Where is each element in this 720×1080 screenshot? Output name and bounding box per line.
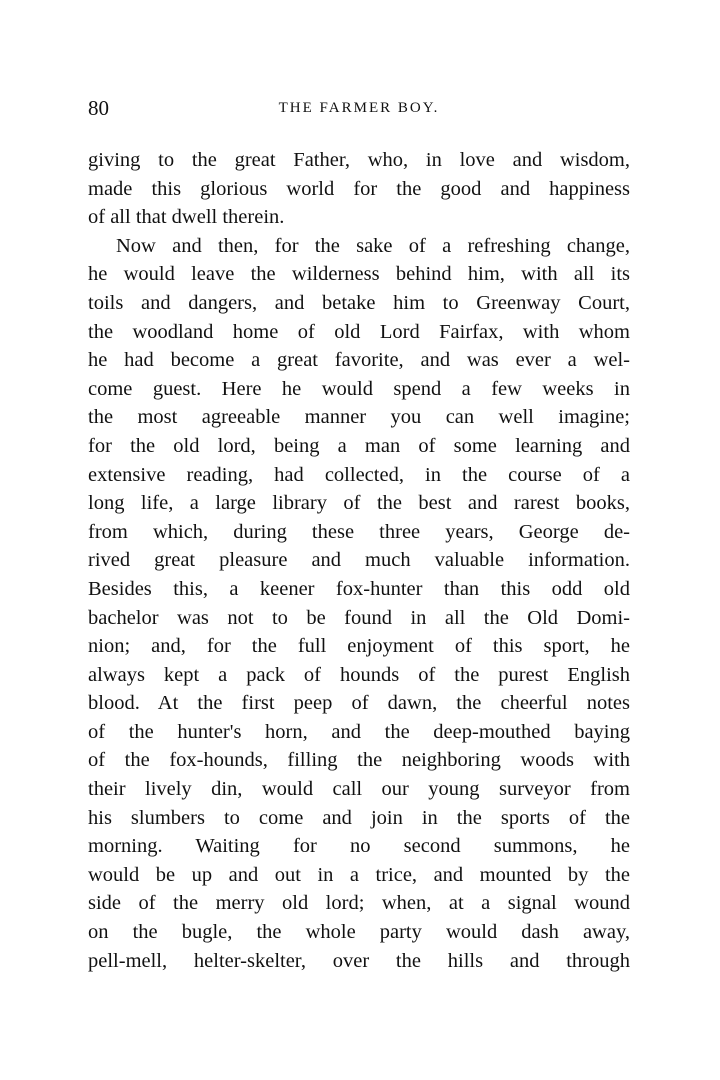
text-line: extensive reading, had collected, in the course of a [88, 463, 630, 486]
text-line: made this glorious world for the good and happiness [88, 177, 630, 200]
text-line: Now and then, for the sake of a refreshing change, [116, 234, 630, 257]
text-line: always kept a pack of hounds of the purest English [88, 663, 630, 686]
text-line: the most agreeable manner you can well imagine; [88, 406, 630, 429]
text-line: bachelor was not to be found in all the Old Domi- [88, 606, 630, 629]
book-page [88, 96, 630, 975]
text-line: the woodland home of old Lord Fairfax, with whom [88, 320, 630, 343]
page-header [88, 96, 630, 126]
text-line: from which, during these three years, George de- [88, 520, 630, 543]
text-line: morning. Waiting for no second summons, he [88, 835, 630, 858]
body-text [88, 146, 630, 975]
text-line: would be up and out in a trice, and mounted by the [88, 863, 630, 886]
text-line: giving to the great Father, who, in love and wisdom, [88, 149, 630, 171]
text-line: his slumbers to come and join in the sports of the [88, 806, 630, 829]
text-line: on the bugle, the whole party would dash away, [88, 921, 630, 944]
page-number: 80 [88, 96, 109, 120]
text-line: he would leave the wilderness behind him, with all its [88, 263, 630, 286]
text-line: of the fox-hounds, filling the neighboring woods with [88, 749, 630, 772]
text-line: come guest. Here he would spend a few weeks in [88, 377, 630, 400]
text-line: nion; and, for the full enjoyment of this sport, he [88, 635, 630, 658]
text-line: he had become a great favorite, and was ever a wel- [88, 349, 630, 372]
running-head: THE FARMER BOY. [278, 100, 440, 116]
text-line: blood. At the first peep of dawn, the cheerful notes [88, 692, 630, 715]
text-line: long life, a large library of the best and rarest books, [88, 492, 630, 515]
text-line: pell-mell, helter-skelter, over the hills and through [88, 949, 630, 972]
text-line: of the hunter's horn, and the deep-mouthed baying [88, 720, 630, 743]
text-line: for the old lord, being a man of some learning and [88, 434, 630, 457]
text-line: Besides this, a keener fox-hunter than this odd old [88, 577, 630, 600]
text-line: their lively din, would call our young surveyor from [88, 778, 630, 801]
text-line: side of the merry old lord; when, at a signal wound [88, 892, 630, 915]
text-line: of all that dwell therein. [88, 206, 285, 229]
text-line: rived great pleasure and much valuable information. [88, 549, 630, 572]
text-line: toils and dangers, and betake him to Greenway Court, [88, 291, 630, 314]
